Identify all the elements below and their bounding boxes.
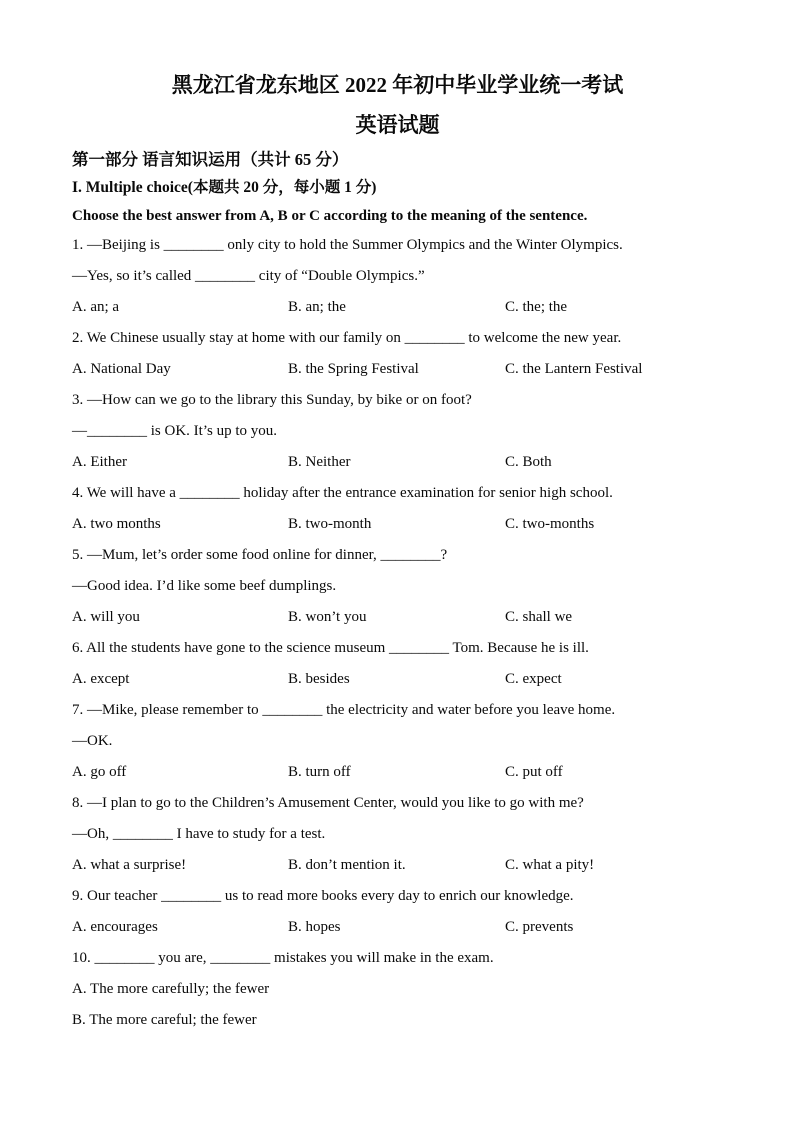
question-8-stem-line-2: —Oh, ________ I have to study for a test. bbox=[72, 826, 326, 842]
question-7-stem-line-1: 7. —Mike, please remember to ________ the electricity and water before you leave home. bbox=[72, 702, 616, 718]
question-1-options-row bbox=[72, 292, 723, 323]
question-5-option-b: B. won’t you bbox=[288, 609, 367, 625]
question-1-stem-line-2: —Yes, so it’s called ________ city of “Double Olympics.” bbox=[72, 268, 425, 284]
question-6-option-a: A. except bbox=[72, 671, 130, 687]
question-8-option-b: B. don’t mention it. bbox=[288, 857, 406, 873]
question-3-option-a: A. Either bbox=[72, 454, 127, 470]
question-10-stem-line-1: 10. ________ you are, ________ mistakes you will make in the exam. bbox=[72, 950, 494, 966]
question-3-stem-line-1: 3. —How can we go to the library this Sunday, by bike or on foot? bbox=[72, 392, 472, 408]
question-5-stem-line-2: —Good idea. I’d like some beef dumplings. bbox=[72, 578, 337, 594]
question-5-option-c: C. shall we bbox=[505, 609, 573, 625]
question-3-stem-line-2: —________ is OK. It’s up to you. bbox=[72, 423, 278, 439]
question-2-option-b: B. the Spring Festival bbox=[288, 361, 419, 377]
question-6-stem-line-1: 6. All the students have gone to the science museum ________ Tom. Because he is ill. bbox=[72, 640, 589, 656]
question-2-options-row bbox=[72, 354, 723, 385]
question-7-option-b: B. turn off bbox=[288, 764, 351, 780]
section-heading: I. Multiple choice(本题共 20 分，每小题 1 分) bbox=[72, 179, 377, 196]
question-3-option-c: C. Both bbox=[505, 454, 552, 470]
question-8-option-a: A. what a surprise! bbox=[72, 857, 187, 873]
question-1-option-b: B. an; the bbox=[288, 299, 346, 315]
question-1-option-a: A. an; a bbox=[72, 299, 120, 315]
question-4-stem-line-1: 4. We will have a ________ holiday after the entrance examination for senior high school. bbox=[72, 485, 613, 501]
question-5-stem-line-1: 5. —Mum, let’s order some food online for dinner, ________? bbox=[72, 547, 448, 563]
question-4-option-a: A. two months bbox=[72, 516, 161, 532]
question-4-option-b: B. two-month bbox=[288, 516, 372, 532]
question-8-option-c: C. what a pity! bbox=[505, 857, 595, 873]
question-1-option-c: C. the; the bbox=[505, 299, 568, 315]
part-heading: 第一部分 语言知识运用（共计 65 分） bbox=[72, 150, 349, 169]
question-7-option-a: A. go off bbox=[72, 764, 127, 780]
question-6-option-b: B. besides bbox=[288, 671, 350, 687]
question-5-options-row bbox=[72, 602, 723, 633]
question-10-option-a: A. The more carefully; the fewer bbox=[72, 981, 270, 997]
question-9-options-row bbox=[72, 912, 723, 943]
question-4-option-c: C. two-months bbox=[505, 516, 595, 532]
page-subtitle: 英语试题 bbox=[355, 113, 440, 137]
question-6-option-c: C. expect bbox=[505, 671, 562, 687]
question-9-stem-line-1: 9. Our teacher ________ us to read more books every day to enrich our knowledge. bbox=[72, 888, 574, 904]
question-9-option-b: B. hopes bbox=[288, 919, 341, 935]
question-3-options-row bbox=[72, 447, 723, 478]
question-list bbox=[72, 230, 723, 1036]
instruction-text: Choose the best answer from A, B or C according to the meaning of the sentence. bbox=[72, 208, 588, 224]
question-3-option-b: B. Neither bbox=[288, 454, 351, 470]
question-6-options-row bbox=[72, 664, 723, 695]
question-2-option-c: C. the Lantern Festival bbox=[505, 361, 643, 377]
question-8-options-row bbox=[72, 850, 723, 881]
question-2-stem-line-1: 2. We Chinese usually stay at home with our family on ________ to welcome the new year. bbox=[72, 330, 622, 346]
question-10-option-b: B. The more careful; the fewer bbox=[72, 1012, 257, 1028]
question-1-stem-line-1: 1. —Beijing is ________ only city to hold the Summer Olympics and the Winter Olympics. bbox=[72, 237, 623, 253]
question-4-options-row bbox=[72, 509, 723, 540]
page-title: 黑龙江省龙东地区 2022 年初中毕业学业统一考试 bbox=[171, 73, 624, 97]
question-7-options-row bbox=[72, 757, 723, 788]
question-9-option-c: C. prevents bbox=[505, 919, 574, 935]
question-9-option-a: A. encourages bbox=[72, 919, 158, 935]
question-8-stem-line-1: 8. —I plan to go to the Children’s Amusement Center, would you like to go with me? bbox=[72, 795, 584, 811]
question-2-option-a: A. National Day bbox=[72, 361, 171, 377]
question-7-stem-line-2: —OK. bbox=[72, 733, 113, 749]
question-7-option-c: C. put off bbox=[505, 764, 563, 780]
question-5-option-a: A. will you bbox=[72, 609, 140, 625]
